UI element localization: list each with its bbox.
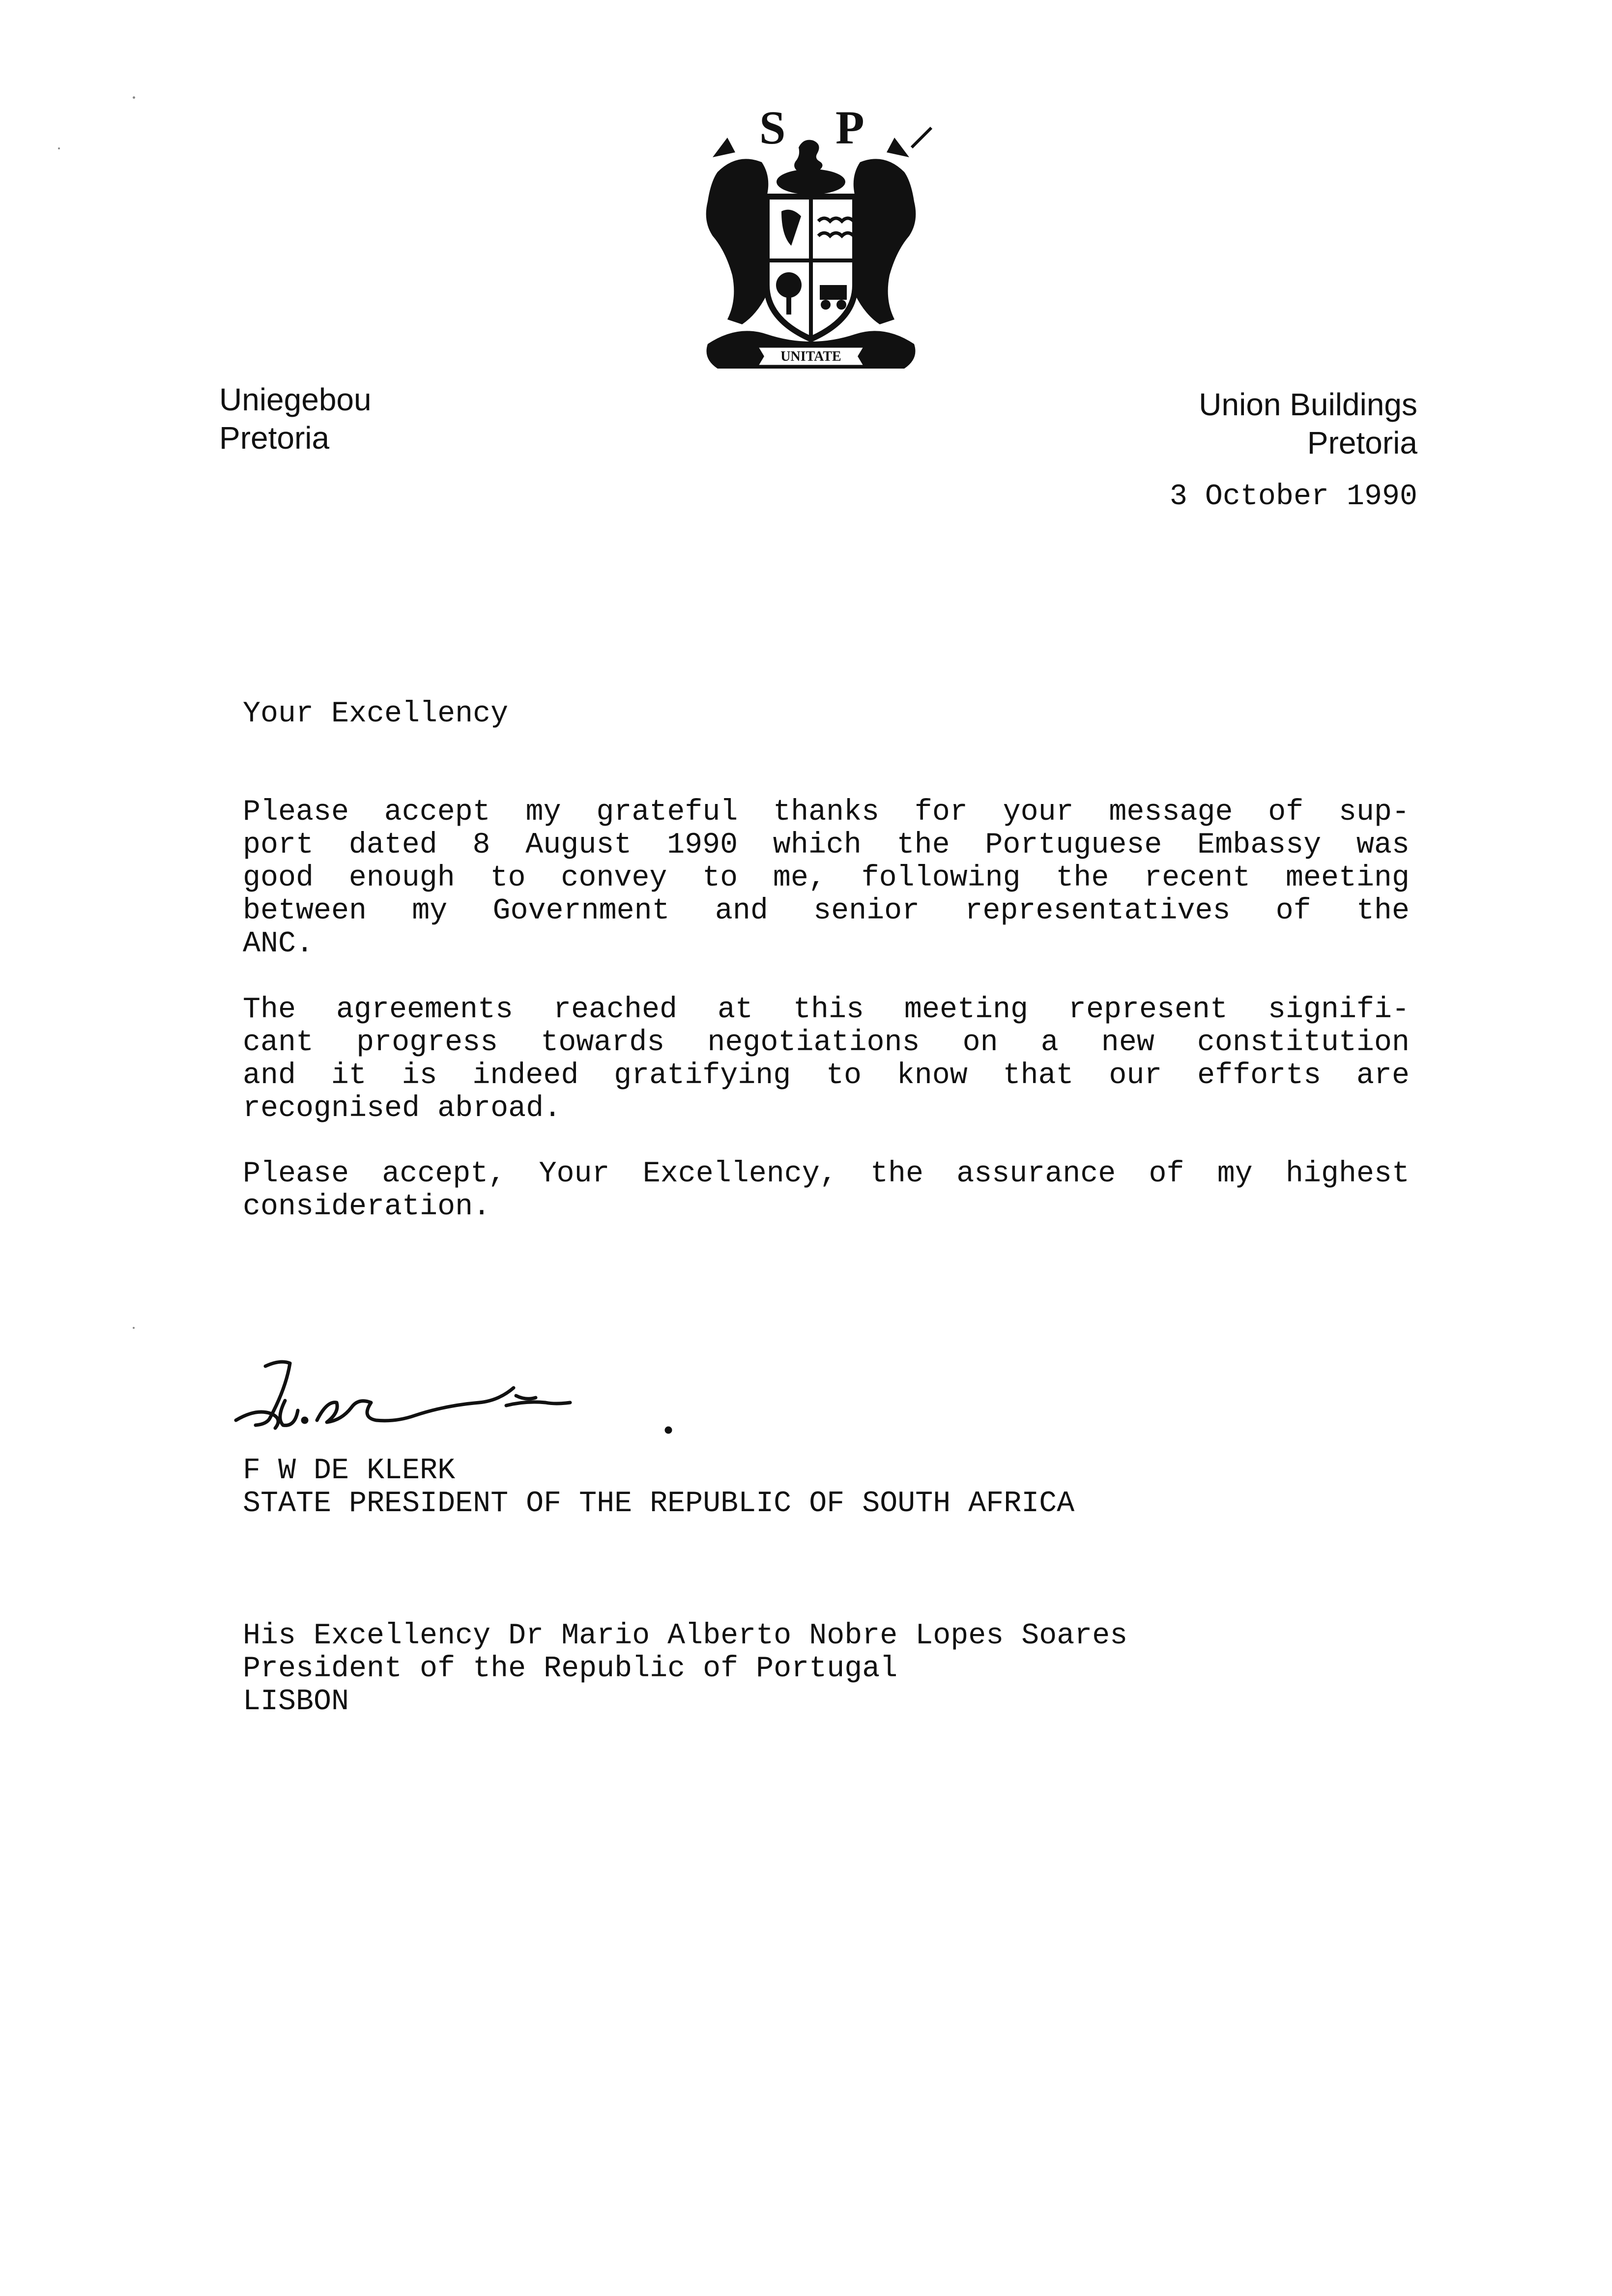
coat-of-arms-emblem (688, 98, 934, 378)
paragraph-2 (243, 994, 1410, 1125)
handwritten-signature (231, 1347, 693, 1445)
paragraph-line: Please accept my grateful thanks for your message of sup- (243, 796, 1410, 829)
crest-motto: UNITATE (780, 349, 841, 364)
addressee-line: His Excellency Dr Mario Alberto Nobre Lopes Soares (243, 1619, 1128, 1653)
addressee-line: President of the Republic of Portugal (243, 1652, 898, 1686)
paragraph-1 (243, 796, 1410, 961)
letter-date: 3 October 1990 (1169, 480, 1417, 514)
paragraph-line: consideration. (243, 1190, 491, 1224)
letterhead-afrikaans-address (219, 380, 372, 457)
paragraph-line: and it is indeed gratifying to know that our efforts are (243, 1059, 1410, 1092)
speck (133, 96, 135, 99)
signatory-name: F W DE KLERK (243, 1454, 456, 1488)
letterhead-right-line: Pretoria (1307, 425, 1417, 460)
paragraph-line: Please accept, Your Excellency, the assurance of my highest (243, 1157, 1410, 1191)
letterhead-english-address (1199, 385, 1417, 462)
crest-letter-left: S (759, 101, 786, 154)
paragraph-line: The agreements reached at this meeting represent signifi- (243, 993, 1410, 1027)
letterhead-left-line: Pretoria (219, 420, 330, 456)
speck (133, 1327, 135, 1329)
paragraph-3 (243, 1158, 1410, 1224)
speck (58, 147, 60, 149)
addressee-line: LISBON (243, 1685, 349, 1719)
paragraph-line: ANC. (243, 927, 314, 961)
paragraph-line: recognised abroad. (243, 1092, 562, 1125)
paragraph-line: port dated 8 August 1990 which the Portuguese Embassy was (243, 829, 1410, 862)
crest-letter-right: P (835, 101, 864, 154)
paragraph-line: between my Government and senior representatives of the (243, 894, 1410, 928)
paragraph-line: good enough to convey to me, following the recent meeting (243, 861, 1410, 895)
letterhead-left-line: Uniegebou (219, 382, 372, 417)
letterhead-right-line: Union Buildings (1199, 387, 1417, 422)
addressee-block (243, 1620, 1127, 1719)
paragraph-line: cant progress towards negotiations on a new constitution (243, 1026, 1410, 1060)
signatory-title: STATE PRESIDENT OF THE REPUBLIC OF SOUTH AFRICA (243, 1487, 1075, 1521)
salutation: Your Excellency (243, 697, 509, 731)
signatory-block (243, 1455, 1074, 1521)
